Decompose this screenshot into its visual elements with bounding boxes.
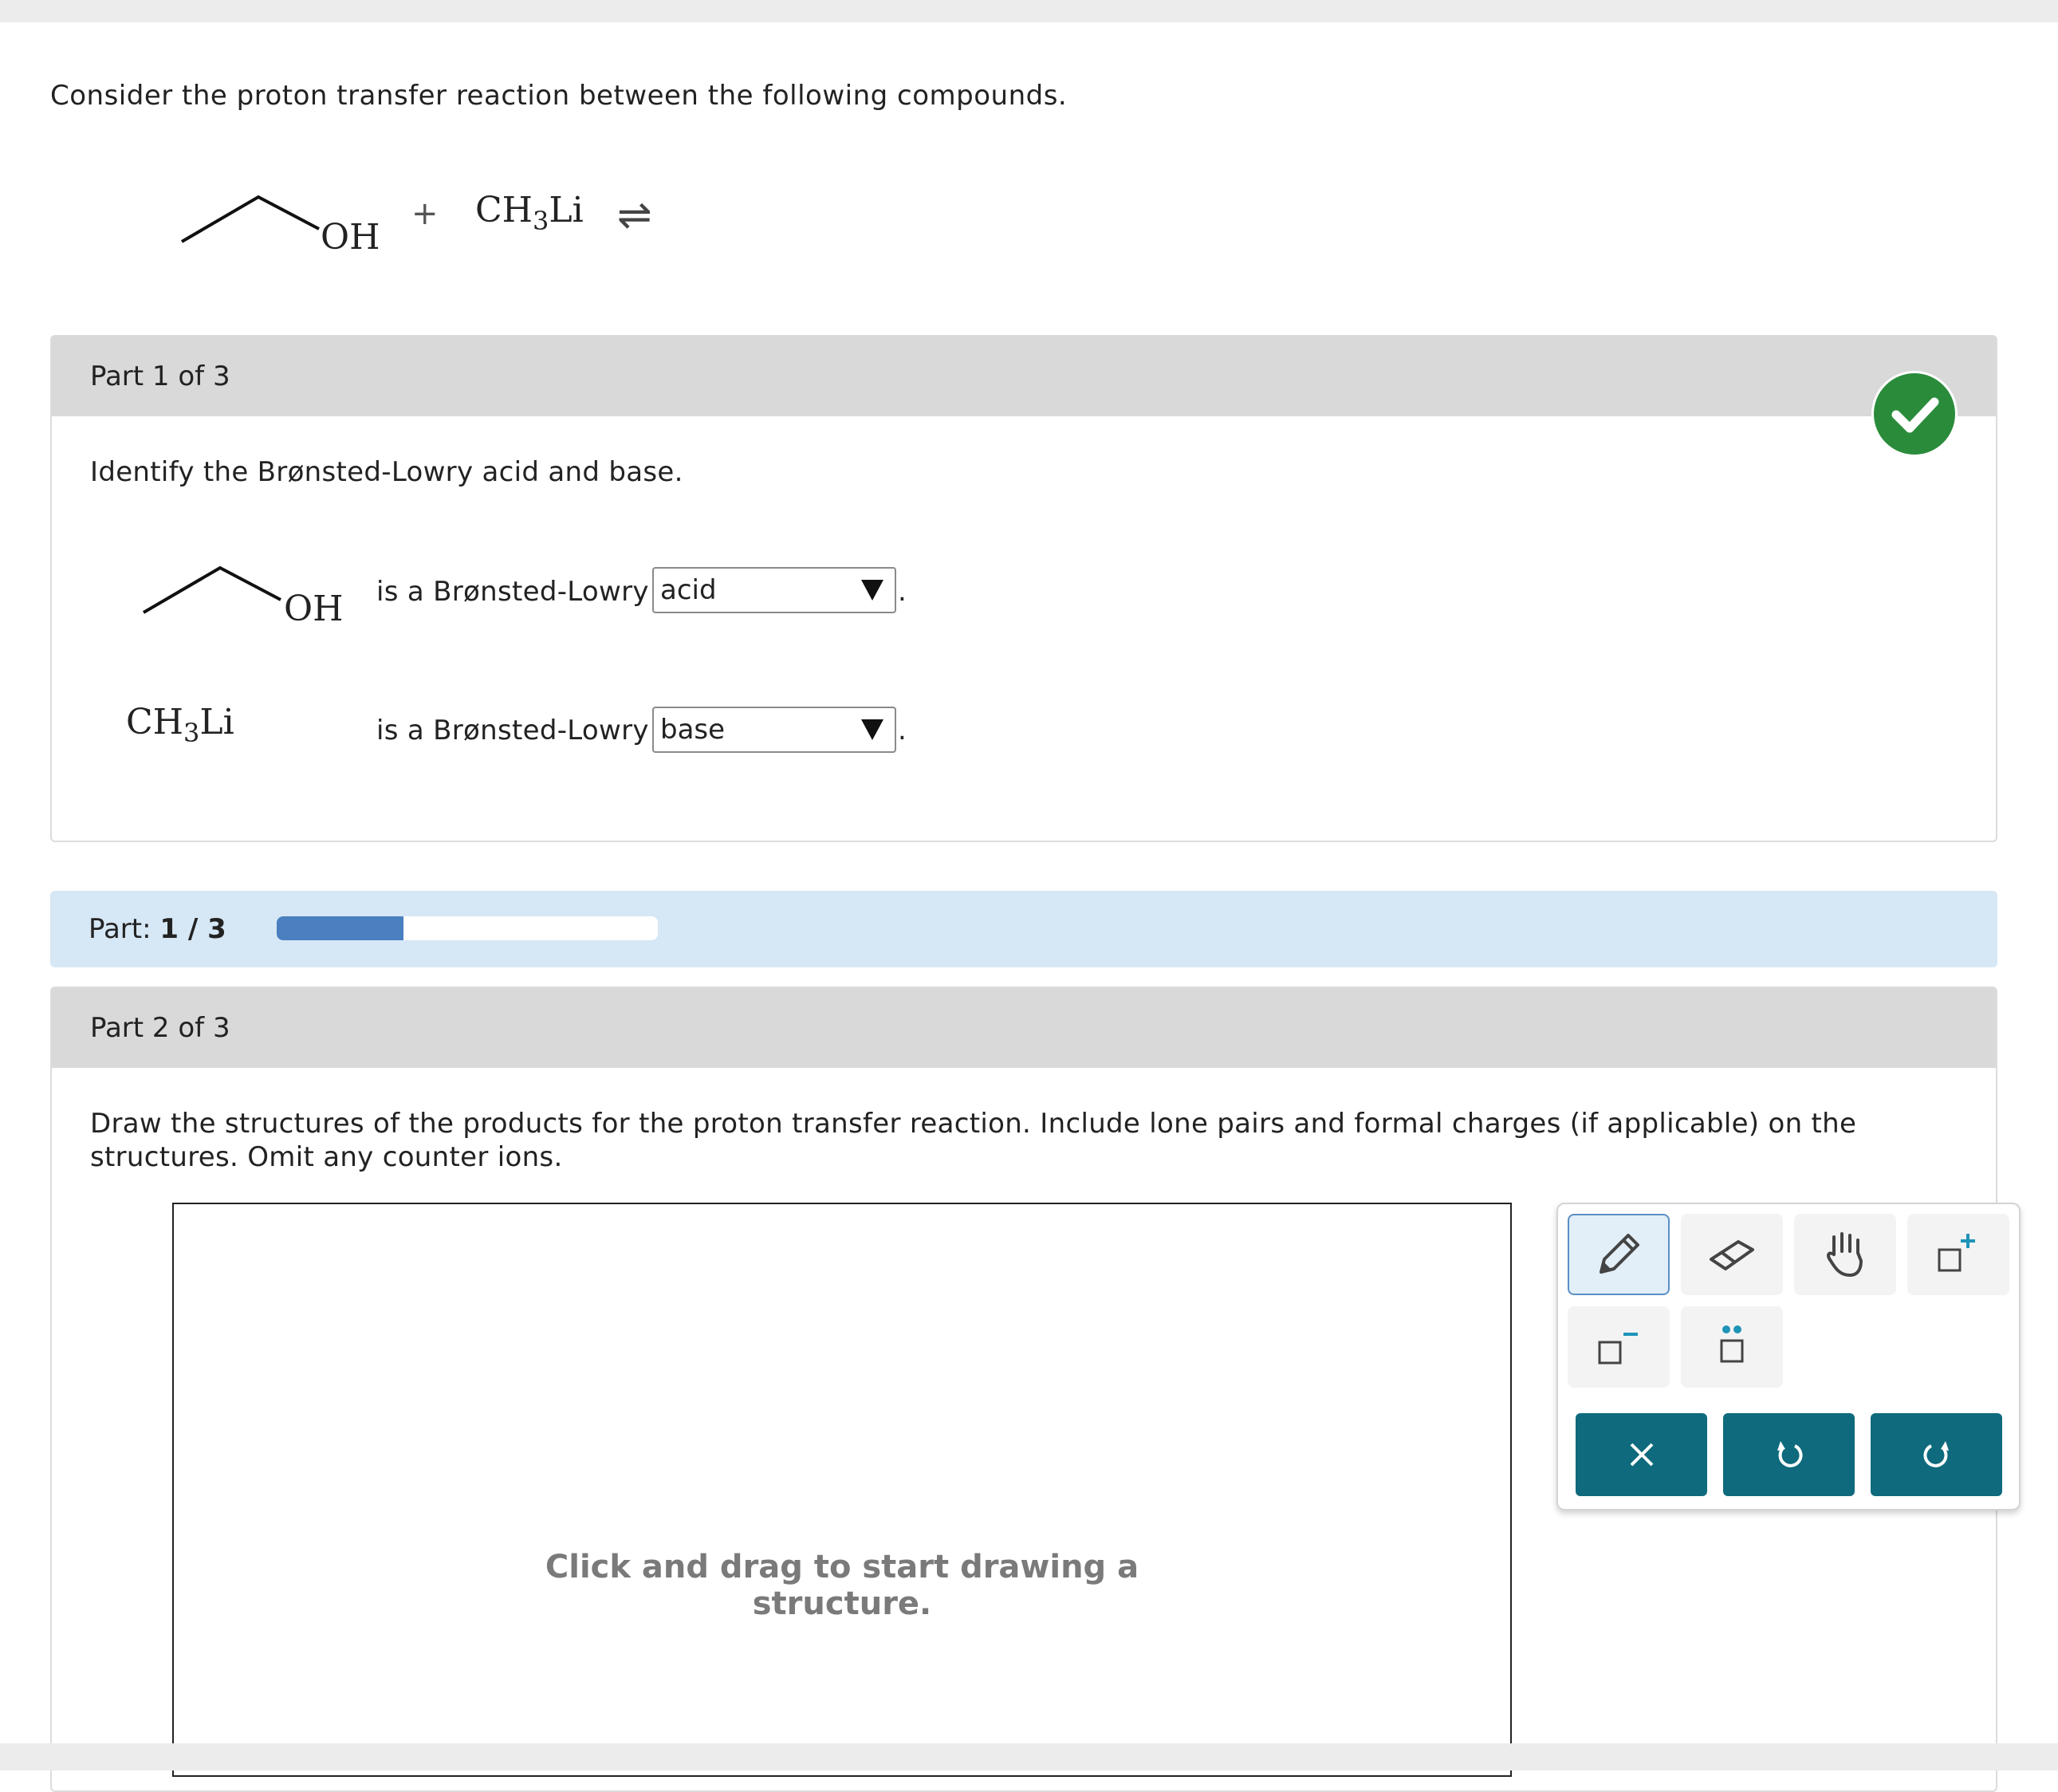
ethanol-structure [175,187,335,259]
negative-charge-tool-button[interactable] [1568,1306,1670,1388]
row1-period: . [898,576,907,608]
undo-button[interactable] [1723,1413,1855,1496]
row2-period: . [898,715,907,746]
positive-charge-tool-button[interactable] [1907,1214,2009,1295]
lone-pair-tool-button[interactable] [1681,1306,1783,1388]
drawing-canvas[interactable] [172,1203,1512,1777]
row2-phrase: is a Brønsted-Lowry [376,715,649,746]
chevron-down-icon [861,580,883,601]
pencil-tool-button[interactable] [1568,1214,1670,1295]
plus-sign: + [411,195,439,232]
row1-acid-base-select[interactable] [652,567,896,613]
positive-charge-icon [1926,1223,1990,1286]
row2-acid-base-select[interactable] [652,707,896,753]
pencil-icon [1587,1223,1651,1286]
row1-selected-value: acid [660,574,717,606]
hand-icon [1813,1223,1877,1286]
part2-header: Part 2 of 3 [52,988,1996,1068]
redo-button[interactable] [1871,1413,2002,1496]
hand-tool-button[interactable] [1794,1214,1896,1295]
negative-charge-icon [1587,1315,1651,1379]
reactant2-formula: $CH_3Li$ [475,190,584,236]
chevron-down-icon [861,719,883,740]
row1-oh-label: OH [284,589,344,629]
progress-track [277,916,658,940]
part-progress [50,891,1997,967]
clear-icon [1622,1435,1662,1475]
lone-pair-icon [1700,1315,1764,1379]
drawing-toolbox [1556,1203,2021,1510]
bottom-strip [0,1743,2058,1770]
part1-instruction: Identify the Brønsted-Lowry acid and base. [90,456,683,488]
reactant1-oh-label: OH [321,217,380,258]
question-prompt: Consider the proton transfer reaction between the following compounds. [50,80,1068,112]
equilibrium-arrow: ⇌ [617,191,652,239]
part2-instruction: Draw the structures of the products for the proton transfer reaction. Include lone pairs and formal charges (if applicable) on the structures. Omit any counter ions. [90,1108,1857,1173]
top-strip [0,0,2058,22]
check-icon [1874,373,1955,455]
progress-fill [277,916,403,940]
progress-label: Part: 1 / 3 [89,913,226,945]
eraser-tool-button[interactable] [1681,1214,1783,1295]
part1-header: Part 1 of 3 [52,337,1996,416]
ethanol-structure-row1 [137,558,297,630]
eraser-icon [1700,1223,1764,1286]
row1-phrase: is a Brønsted-Lowry [376,576,649,608]
canvas-hint: Click and drag to start drawing a structure. [545,1549,1139,1622]
row2-selected-value: base [660,714,726,746]
undo-icon [1769,1435,1809,1475]
redo-icon [1917,1435,1957,1475]
row2-compound: $CH_3Li$ [126,702,234,748]
clear-button[interactable] [1576,1413,1707,1496]
